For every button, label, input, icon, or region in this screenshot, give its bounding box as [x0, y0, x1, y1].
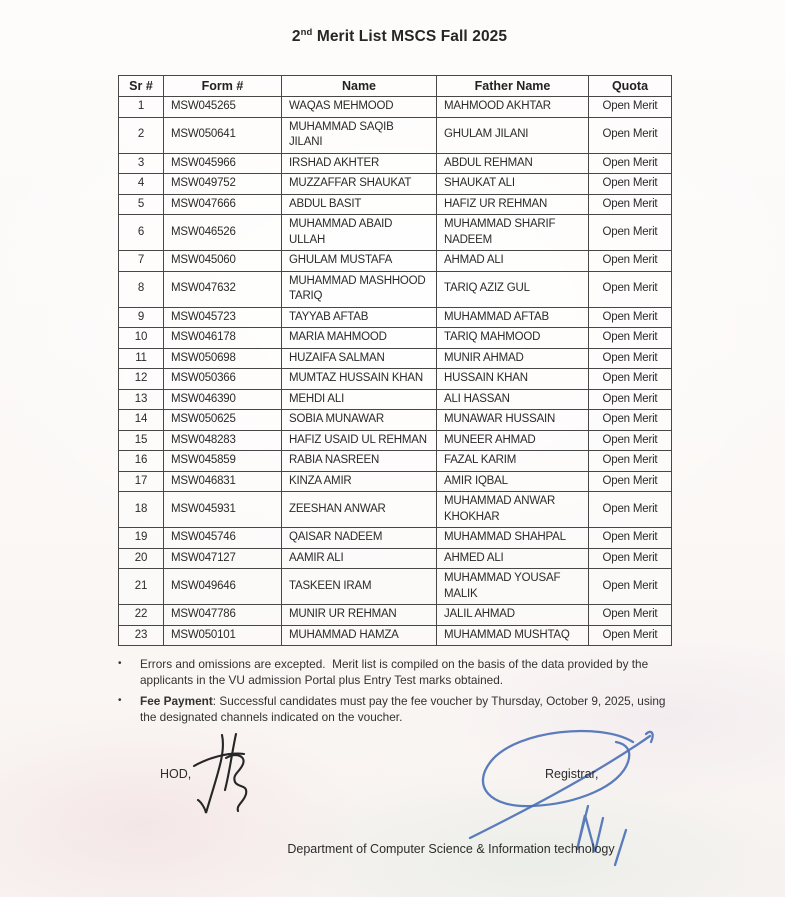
cell-father-name: MUHAMMAD AFTAB: [437, 307, 589, 328]
cell-quota: Open Merit: [589, 153, 672, 174]
cell-form-number: MSW050101: [164, 625, 282, 646]
department-line: Department of Computer Science & Information technology: [287, 842, 615, 856]
cell-father-name: ALI HASSAN: [437, 389, 589, 410]
cell-sr-number: 23: [119, 625, 164, 646]
cell-father-name: AHMED ALI: [437, 548, 589, 569]
cell-sr-number: 10: [119, 328, 164, 349]
cell-name: MUHAMMAD MASHHOOD TARIQ: [282, 271, 437, 307]
cell-father-name: GHULAM JILANI: [437, 117, 589, 153]
cell-father-name: MUHAMMAD SHARIF NADEEM: [437, 215, 589, 251]
cell-form-number: MSW050698: [164, 348, 282, 369]
cell-name: MARIA MAHMOOD: [282, 328, 437, 349]
cell-quota: Open Merit: [589, 348, 672, 369]
column-header-form: Form #: [164, 76, 282, 97]
column-header-quota: Quota: [589, 76, 672, 97]
cell-name: MEHDI ALI: [282, 389, 437, 410]
cell-sr-number: 21: [119, 569, 164, 605]
cell-name: SOBIA MUNAWAR: [282, 410, 437, 431]
cell-sr-number: 12: [119, 369, 164, 390]
cell-father-name: SHAUKAT ALI: [437, 174, 589, 195]
column-header-sr: Sr #: [119, 76, 164, 97]
note-errors-omissions: [118, 656, 684, 688]
cell-sr-number: 3: [119, 153, 164, 174]
note-body: Errors and omissions are excepted. Merit list is compiled on the basis of the data provided by the applicants in the VU admission Portal plus Entry Test marks obtained.: [140, 657, 649, 687]
cell-name: ZEESHAN ANWAR: [282, 492, 437, 528]
table-row: [119, 369, 672, 390]
cell-quota: Open Merit: [589, 471, 672, 492]
cell-form-number: MSW047127: [164, 548, 282, 569]
table-row: [119, 605, 672, 626]
cell-form-number: MSW045966: [164, 153, 282, 174]
merit-list-table: [118, 75, 672, 646]
cell-quota: Open Merit: [589, 625, 672, 646]
cell-quota: Open Merit: [589, 251, 672, 272]
cell-form-number: MSW047666: [164, 194, 282, 215]
title-ordinal-suffix: nd: [300, 27, 313, 38]
cell-sr-number: 1: [119, 97, 164, 118]
cell-form-number: MSW047786: [164, 605, 282, 626]
cell-sr-number: 13: [119, 389, 164, 410]
cell-quota: Open Merit: [589, 605, 672, 626]
cell-father-name: MUHAMMAD ANWAR KHOKHAR: [437, 492, 589, 528]
cell-name: MUZZAFFAR SHAUKAT: [282, 174, 437, 195]
cell-father-name: TARIQ AZIZ GUL: [437, 271, 589, 307]
cell-name: RABIA NASREEN: [282, 451, 437, 472]
cell-form-number: MSW045931: [164, 492, 282, 528]
cell-quota: Open Merit: [589, 569, 672, 605]
cell-quota: Open Merit: [589, 271, 672, 307]
cell-quota: Open Merit: [589, 492, 672, 528]
merit-table-body: [119, 97, 672, 646]
title-number: 2: [291, 28, 301, 46]
cell-sr-number: 8: [119, 271, 164, 307]
note-body: : Successful candidates must pay the fee voucher by Thursday, October 9, 2025, using the designated channels indicated on the voucher.: [140, 694, 666, 724]
table-row: [119, 492, 672, 528]
cell-form-number: MSW045265: [164, 97, 282, 118]
cell-sr-number: 22: [119, 605, 164, 626]
cell-name: MUNIR UR REHMAN: [282, 605, 437, 626]
cell-sr-number: 4: [119, 174, 164, 195]
cell-name: WAQAS MEHMOOD: [282, 97, 437, 118]
cell-form-number: MSW047632: [164, 271, 282, 307]
cell-form-number: MSW045859: [164, 451, 282, 472]
cell-name: ABDUL BASIT: [282, 194, 437, 215]
table-row: [119, 194, 672, 215]
cell-father-name: TARIQ MAHMOOD: [437, 328, 589, 349]
table-row: [119, 251, 672, 272]
note-text: [140, 656, 684, 688]
cell-name: MUHAMMAD HAMZA: [282, 625, 437, 646]
cell-father-name: AMIR IQBAL: [437, 471, 589, 492]
table-row: [119, 410, 672, 431]
table-row: [119, 348, 672, 369]
cell-form-number: MSW046526: [164, 215, 282, 251]
note-bold-prefix: Fee Payment: [140, 694, 213, 708]
cell-father-name: MUHAMMAD YOUSAF MALIK: [437, 569, 589, 605]
cell-father-name: MAHMOOD AKHTAR: [437, 97, 589, 118]
cell-sr-number: 20: [119, 548, 164, 569]
cell-father-name: MUNEER AHMAD: [437, 430, 589, 451]
table-row: [119, 389, 672, 410]
table-row: [119, 569, 672, 605]
cell-quota: Open Merit: [589, 97, 672, 118]
bullet-icon: •: [118, 658, 122, 669]
bullet-icon: •: [118, 695, 122, 706]
cell-form-number: MSW048283: [164, 430, 282, 451]
table-row: [119, 153, 672, 174]
page-title: [0, 27, 785, 46]
table-row: [119, 328, 672, 349]
cell-father-name: FAZAL KARIM: [437, 451, 589, 472]
cell-form-number: MSW049646: [164, 569, 282, 605]
table-header-row: [119, 76, 672, 97]
cell-quota: Open Merit: [589, 194, 672, 215]
cell-father-name: MUNIR AHMAD: [437, 348, 589, 369]
cell-sr-number: 14: [119, 410, 164, 431]
cell-name: KINZA AMIR: [282, 471, 437, 492]
table-row: [119, 215, 672, 251]
cell-quota: Open Merit: [589, 410, 672, 431]
hod-label: HOD,: [160, 767, 192, 781]
cell-sr-number: 9: [119, 307, 164, 328]
cell-name: IRSHAD AKHTER: [282, 153, 437, 174]
table-row: [119, 97, 672, 118]
registrar-label: Registrar,: [545, 767, 599, 781]
table-row: [119, 625, 672, 646]
cell-sr-number: 2: [119, 117, 164, 153]
cell-sr-number: 6: [119, 215, 164, 251]
cell-sr-number: 11: [119, 348, 164, 369]
cell-sr-number: 5: [119, 194, 164, 215]
table-row: [119, 271, 672, 307]
column-header-father: Father Name: [437, 76, 589, 97]
cell-form-number: MSW046390: [164, 389, 282, 410]
cell-name: MUHAMMAD ABAID ULLAH: [282, 215, 437, 251]
table-row: [119, 471, 672, 492]
cell-quota: Open Merit: [589, 369, 672, 390]
cell-form-number: MSW050366: [164, 369, 282, 390]
cell-father-name: MUHAMMAD MUSHTAQ: [437, 625, 589, 646]
cell-sr-number: 18: [119, 492, 164, 528]
cell-father-name: ABDUL REHMAN: [437, 153, 589, 174]
cell-form-number: MSW045746: [164, 528, 282, 549]
cell-father-name: HAFIZ UR REHMAN: [437, 194, 589, 215]
cell-father-name: JALIL AHMAD: [437, 605, 589, 626]
cell-name: HAFIZ USAID UL REHMAN: [282, 430, 437, 451]
cell-quota: Open Merit: [589, 430, 672, 451]
cell-father-name: MUHAMMAD SHAHPAL: [437, 528, 589, 549]
cell-name: MUHAMMAD SAQIB JILANI: [282, 117, 437, 153]
table-row: [119, 528, 672, 549]
cell-form-number: MSW045060: [164, 251, 282, 272]
cell-name: AAMIR ALI: [282, 548, 437, 569]
column-header-name: Name: [282, 76, 437, 97]
cell-name: GHULAM MUSTAFA: [282, 251, 437, 272]
cell-sr-number: 16: [119, 451, 164, 472]
cell-quota: Open Merit: [589, 117, 672, 153]
table-row: [119, 174, 672, 195]
cell-form-number: MSW050641: [164, 117, 282, 153]
cell-father-name: AHMAD ALI: [437, 251, 589, 272]
table-row: [119, 117, 672, 153]
cell-form-number: MSW046178: [164, 328, 282, 349]
cell-sr-number: 19: [119, 528, 164, 549]
table-row: [119, 307, 672, 328]
cell-name: TASKEEN IRAM: [282, 569, 437, 605]
cell-father-name: MUNAWAR HUSSAIN: [437, 410, 589, 431]
cell-form-number: MSW046831: [164, 471, 282, 492]
cell-quota: Open Merit: [589, 215, 672, 251]
cell-quota: Open Merit: [589, 174, 672, 195]
table-row: [119, 451, 672, 472]
cell-father-name: HUSSAIN KHAN: [437, 369, 589, 390]
cell-quota: Open Merit: [589, 528, 672, 549]
cell-quota: Open Merit: [589, 328, 672, 349]
cell-quota: Open Merit: [589, 389, 672, 410]
cell-form-number: MSW045723: [164, 307, 282, 328]
cell-quota: Open Merit: [589, 548, 672, 569]
cell-sr-number: 7: [119, 251, 164, 272]
table-row: [119, 430, 672, 451]
cell-name: TAYYAB AFTAB: [282, 307, 437, 328]
cell-name: HUZAIFA SALMAN: [282, 348, 437, 369]
cell-quota: Open Merit: [589, 451, 672, 472]
hod-signature-icon: [190, 729, 260, 821]
cell-sr-number: 15: [119, 430, 164, 451]
cell-quota: Open Merit: [589, 307, 672, 328]
table-row: [119, 548, 672, 569]
cell-sr-number: 17: [119, 471, 164, 492]
cell-form-number: MSW050625: [164, 410, 282, 431]
title-text: Merit List MSCS Fall 2025: [312, 28, 508, 46]
cell-form-number: MSW049752: [164, 174, 282, 195]
cell-name: QAISAR NADEEM: [282, 528, 437, 549]
cell-name: MUMTAZ HUSSAIN KHAN: [282, 369, 437, 390]
